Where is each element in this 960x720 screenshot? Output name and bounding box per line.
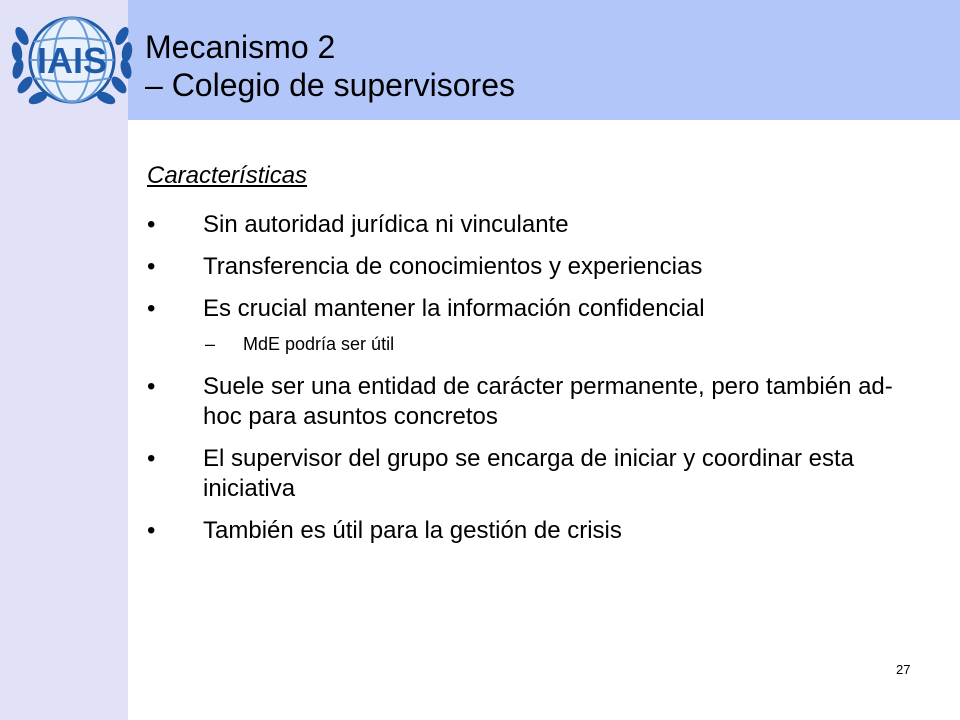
logo-text: IAIS [36, 40, 108, 81]
page-number: 27 [896, 662, 911, 677]
bullet-text: También es útil para la gestión de crisis [203, 517, 622, 544]
bullet-marker: • [147, 373, 156, 400]
bullet-text: Transferencia de conocimientos y experiencias [203, 253, 703, 280]
bullet-text: Suele ser una entidad de carácter permanente, pero también ad-hoc para asuntos concretos [203, 373, 893, 430]
bullet-text: El supervisor del grupo se encarga de iniciar y coordinar esta iniciativa [203, 445, 855, 502]
dash-marker: – [205, 334, 216, 354]
bullet-marker: • [147, 253, 156, 280]
sub-bullet-text: MdE podría ser útil [243, 334, 395, 354]
globe-laurel-icon [10, 6, 140, 112]
bullet-marker: • [147, 211, 156, 238]
slide-title-line1: Mecanismo 2 [145, 29, 336, 65]
bullet-item [147, 372, 927, 432]
slide-content [147, 162, 927, 558]
bullet-item [147, 294, 927, 324]
bullet-item [147, 444, 927, 504]
slide-title-line2: – Colegio de supervisores [145, 67, 515, 103]
section-heading: Características [147, 162, 308, 189]
bullet-marker: • [147, 445, 156, 472]
bullet-text: Es crucial mantener la información confidencial [203, 295, 705, 322]
bullet-item [147, 210, 927, 240]
bullet-marker: • [147, 295, 156, 322]
bullet-marker: • [147, 517, 156, 544]
slide-title [145, 28, 515, 104]
bullet-list [147, 210, 927, 546]
iais-logo [10, 6, 140, 112]
bullet-text: Sin autoridad jurídica ni vinculante [203, 211, 569, 238]
bullet-item [147, 516, 927, 546]
sub-bullet-item [147, 332, 927, 356]
bullet-item [147, 252, 927, 282]
